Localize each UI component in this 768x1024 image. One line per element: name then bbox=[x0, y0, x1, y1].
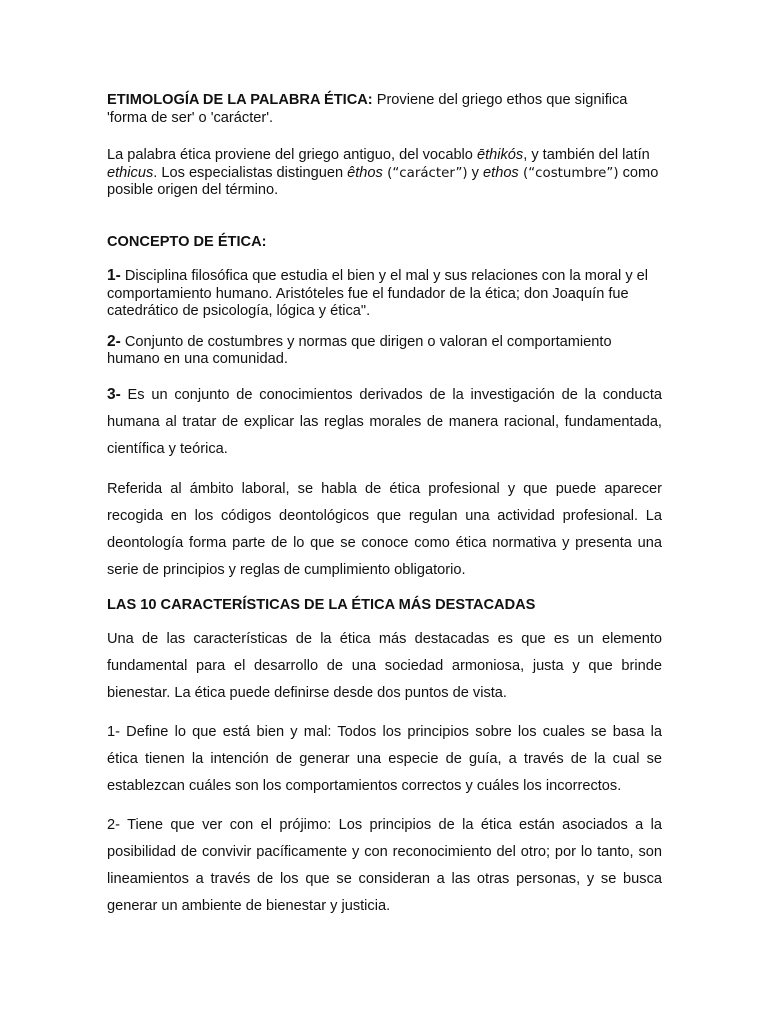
origin-text-1: La palabra ética proviene del griego antiguo, del vocablo bbox=[107, 147, 477, 163]
concept-heading: CONCEPTO DE ÉTICA: bbox=[107, 233, 267, 250]
definition-number: 3- bbox=[107, 385, 121, 403]
concept-definition-2 bbox=[107, 333, 662, 369]
word-ethos-caracter: êthos bbox=[347, 164, 383, 181]
word-ethicus: ethicus bbox=[107, 164, 154, 181]
word-ethos-costumbre: ethos bbox=[483, 164, 519, 181]
etymology-heading: ETIMOLOGÍA DE LA PALABRA ÉTICA: bbox=[107, 92, 373, 108]
definition-number: 1- bbox=[107, 267, 121, 284]
definition-text: Conjunto de costumbres y normas que dirigen o valoran el comportamiento humano en una comunidad. bbox=[107, 333, 612, 367]
characteristics-intro: Una de las características de la ética más destacadas es que es un elemento fundamental para el desarrollo de una sociedad armoniosa, justa y que brinde bienestar. La ética puede definirse desde dos puntos de vista. bbox=[107, 631, 662, 701]
word-ethikos: ēthikós bbox=[476, 147, 524, 163]
etymology-text: Proviene del griego ethos que significa 'forma de ser' o 'carácter'. bbox=[107, 92, 628, 126]
origin-text-2: , y también del latín bbox=[523, 147, 650, 163]
characteristic-item-1: 1- Define lo que está bien y mal: Todos los principios sobre los cuales se basa la ética tienen la intención de generar una especie de guía, a través de la cual se establezcan cuáles son los comportamientos correctos y cuáles los incorrectos. bbox=[107, 724, 662, 794]
origin-text-4: y bbox=[467, 164, 484, 181]
characteristic-item-2: 2- Tiene que ver con el prójimo: Los principios de la ética están asociados a la posibilidad de convivir pacíficamente y con reconocimiento del otro; por lo tanto, son lineamientos a través de los que se consideran a las otras personas, y se busca generar un ambiente de bienestar y justicia. bbox=[107, 817, 662, 914]
origin-paragraph bbox=[107, 147, 662, 200]
definition-number: 2- bbox=[107, 332, 121, 350]
quote-caracter: (“carácter”) bbox=[382, 165, 468, 181]
quote-costumbre: (“costumbre”) bbox=[518, 165, 619, 181]
definition-text: Disciplina filosófica que estudia el bien y el mal y sus relaciones con la moral y el comportamiento humano. Aristóteles fue el fundador de la ética; don Joaquín fue catedrático de psicología, lógica y ética". bbox=[107, 268, 649, 319]
concept-definition-3 bbox=[107, 381, 662, 463]
origin-text-5: como posible origen del término. bbox=[107, 164, 659, 198]
characteristics-heading: LAS 10 CARACTERÍSTICAS DE LA ÉTICA MÁS DESTACADAS bbox=[107, 596, 536, 613]
origin-text-3: . Los especialistas distinguen bbox=[153, 164, 348, 181]
professional-ethics-paragraph: Referida al ámbito laboral, se habla de ética profesional y que puede aparecer recogida en los códigos deontológicos que regulan una actividad profesional. La deontología forma parte de lo que se conoce como ética normativa y presenta una serie de principios y reglas de cumplimiento obligatorio. bbox=[107, 480, 662, 578]
concept-definition-1 bbox=[107, 267, 662, 321]
etymology-paragraph bbox=[107, 92, 662, 127]
definition-text: Es un conjunto de conocimientos derivados de la investigación de la conducta humana al tratar de explicar las reglas morales de manera racional, fundamentada, científica y teórica. bbox=[107, 386, 662, 457]
